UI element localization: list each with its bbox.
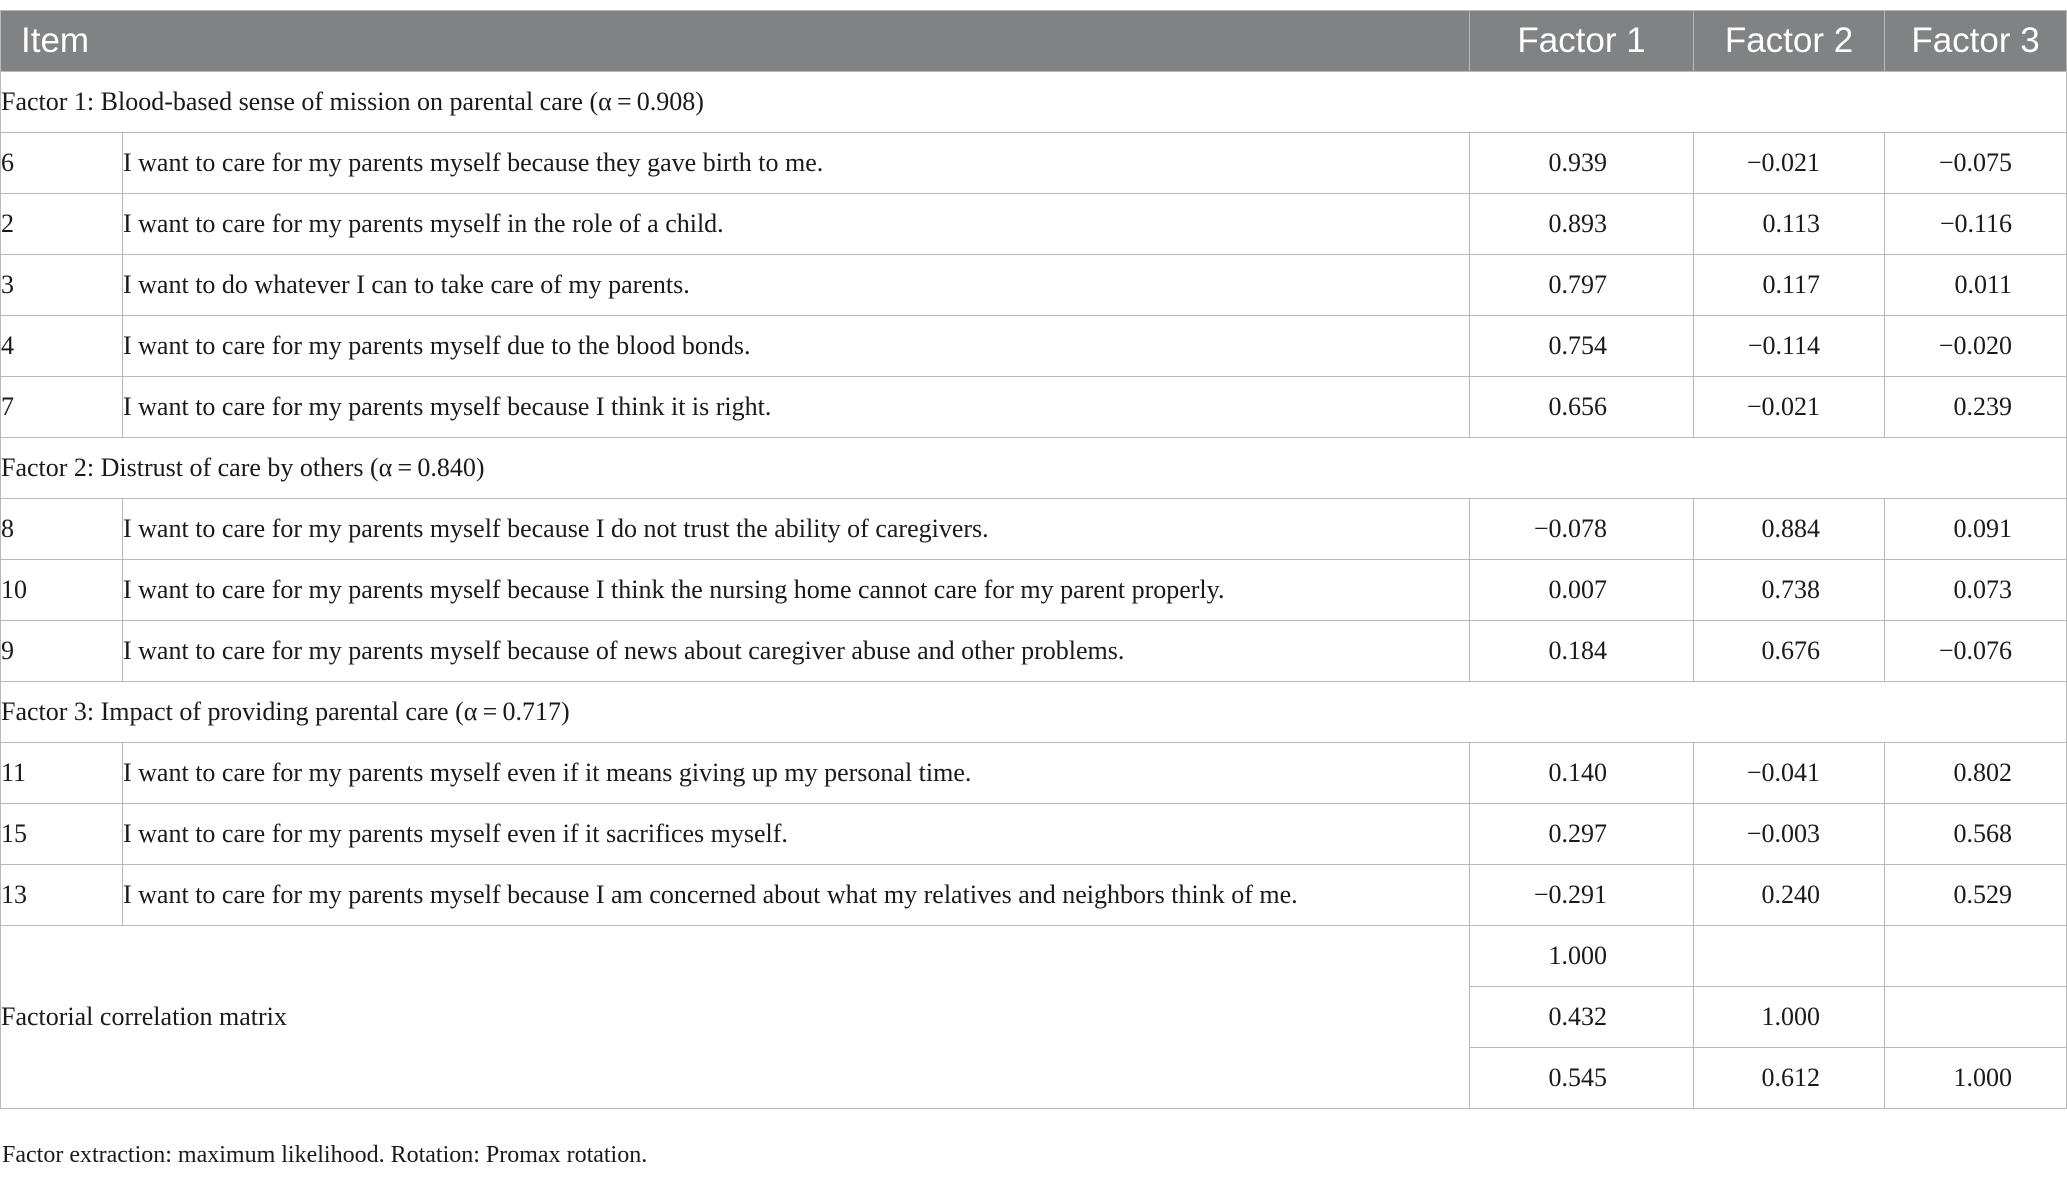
table-row [1, 133, 2067, 194]
item-number: 9 [1, 621, 123, 682]
corr-value: 1.000 [1885, 1048, 2067, 1109]
factor-1-value: 0.297 [1470, 804, 1694, 865]
header-factor-2: Factor 2 [1694, 11, 1885, 72]
factor-1-value: 0.656 [1470, 377, 1694, 438]
header-factor-1: Factor 1 [1470, 11, 1694, 72]
table-row [1, 621, 2067, 682]
section-title-factor-1: Factor 1: Blood-based sense of mission on parental care (α = 0.908) [1, 72, 2067, 133]
factor-2-value: −0.041 [1694, 743, 1885, 804]
factor-3-value: 0.568 [1885, 804, 2067, 865]
item-number: 11 [1, 743, 123, 804]
factor-3-value: 0.529 [1885, 865, 2067, 926]
factor-3-value: −0.116 [1885, 194, 2067, 255]
section-row [1, 72, 2067, 133]
item-text: I want to care for my parents myself because I do not trust the ability of caregivers. [123, 499, 1470, 560]
table-row [1, 499, 2067, 560]
header-item: Item [1, 11, 1470, 72]
item-text: I want to care for my parents myself in the role of a child. [123, 194, 1470, 255]
section-row [1, 438, 2067, 499]
item-text: I want to care for my parents myself because I am concerned about what my relatives and neighbors think of me. [123, 865, 1470, 926]
factor-1-value: 0.007 [1470, 560, 1694, 621]
table-row [1, 804, 2067, 865]
section-title-factor-2: Factor 2: Distrust of care by others (α = 0.840) [1, 438, 2067, 499]
item-text: I want to care for my parents myself because I think the nursing home cannot care for my parent properly. [123, 560, 1470, 621]
table-footnote: Factor extraction: maximum likelihood. Rotation: Promax rotation. [2, 1142, 648, 1168]
table-row [1, 743, 2067, 804]
header-row [1, 11, 2067, 72]
factor-1-value: 0.893 [1470, 194, 1694, 255]
factor-1-value: 0.140 [1470, 743, 1694, 804]
factor-2-value: −0.003 [1694, 804, 1885, 865]
corr-value: 0.432 [1470, 987, 1694, 1048]
item-text: I want to care for my parents myself even if it sacrifices myself. [123, 804, 1470, 865]
table-row [1, 865, 2067, 926]
item-text: I want to care for my parents myself due to the blood bonds. [123, 316, 1470, 377]
table-row [1, 560, 2067, 621]
factor-3-value: 0.073 [1885, 560, 2067, 621]
header-factor-3: Factor 3 [1885, 11, 2067, 72]
section-title-factor-3: Factor 3: Impact of providing parental care (α = 0.717) [1, 682, 2067, 743]
corr-value: 1.000 [1694, 987, 1885, 1048]
factor-1-value: 0.797 [1470, 255, 1694, 316]
item-text: I want to do whatever I can to take care of my parents. [123, 255, 1470, 316]
factor-3-value: −0.076 [1885, 621, 2067, 682]
corr-value: 0.612 [1694, 1048, 1885, 1109]
item-number: 3 [1, 255, 123, 316]
factor-2-value: 0.117 [1694, 255, 1885, 316]
item-text: I want to care for my parents myself because I think it is right. [123, 377, 1470, 438]
factor-1-value: 0.939 [1470, 133, 1694, 194]
factor-3-value: 0.091 [1885, 499, 2067, 560]
correlation-matrix-label: Factorial correlation matrix [1, 926, 1470, 1109]
factor-2-value: 0.113 [1694, 194, 1885, 255]
item-text: I want to care for my parents myself even if it means giving up my personal time. [123, 743, 1470, 804]
factor-3-value: 0.239 [1885, 377, 2067, 438]
item-number: 13 [1, 865, 123, 926]
section-row [1, 682, 2067, 743]
item-number: 10 [1, 560, 123, 621]
corr-value [1885, 987, 2067, 1048]
factor-1-value: 0.754 [1470, 316, 1694, 377]
corr-value: 1.000 [1470, 926, 1694, 987]
factor-2-value: 0.240 [1694, 865, 1885, 926]
item-number: 15 [1, 804, 123, 865]
factor-3-value: 0.011 [1885, 255, 2067, 316]
item-number: 7 [1, 377, 123, 438]
item-number: 6 [1, 133, 123, 194]
factor-2-value: −0.114 [1694, 316, 1885, 377]
factor-3-value: −0.075 [1885, 133, 2067, 194]
corr-value [1694, 926, 1885, 987]
item-text: I want to care for my parents myself because of news about caregiver abuse and other problems. [123, 621, 1470, 682]
table-row [1, 316, 2067, 377]
factor-2-value: 0.884 [1694, 499, 1885, 560]
table-row [1, 194, 2067, 255]
correlation-row [1, 926, 2067, 987]
factor-1-value: 0.184 [1470, 621, 1694, 682]
item-number: 4 [1, 316, 123, 377]
corr-value: 0.545 [1470, 1048, 1694, 1109]
factor-3-value: 0.802 [1885, 743, 2067, 804]
factor-2-value: −0.021 [1694, 133, 1885, 194]
factor-2-value: 0.738 [1694, 560, 1885, 621]
factor-loading-table [0, 10, 2067, 1109]
factor-2-value: −0.021 [1694, 377, 1885, 438]
item-text: I want to care for my parents myself because they gave birth to me. [123, 133, 1470, 194]
factor-3-value: −0.020 [1885, 316, 2067, 377]
table-row [1, 377, 2067, 438]
table-row [1, 255, 2067, 316]
corr-value [1885, 926, 2067, 987]
factor-1-value: −0.078 [1470, 499, 1694, 560]
item-number: 2 [1, 194, 123, 255]
factor-1-value: −0.291 [1470, 865, 1694, 926]
factor-2-value: 0.676 [1694, 621, 1885, 682]
item-number: 8 [1, 499, 123, 560]
